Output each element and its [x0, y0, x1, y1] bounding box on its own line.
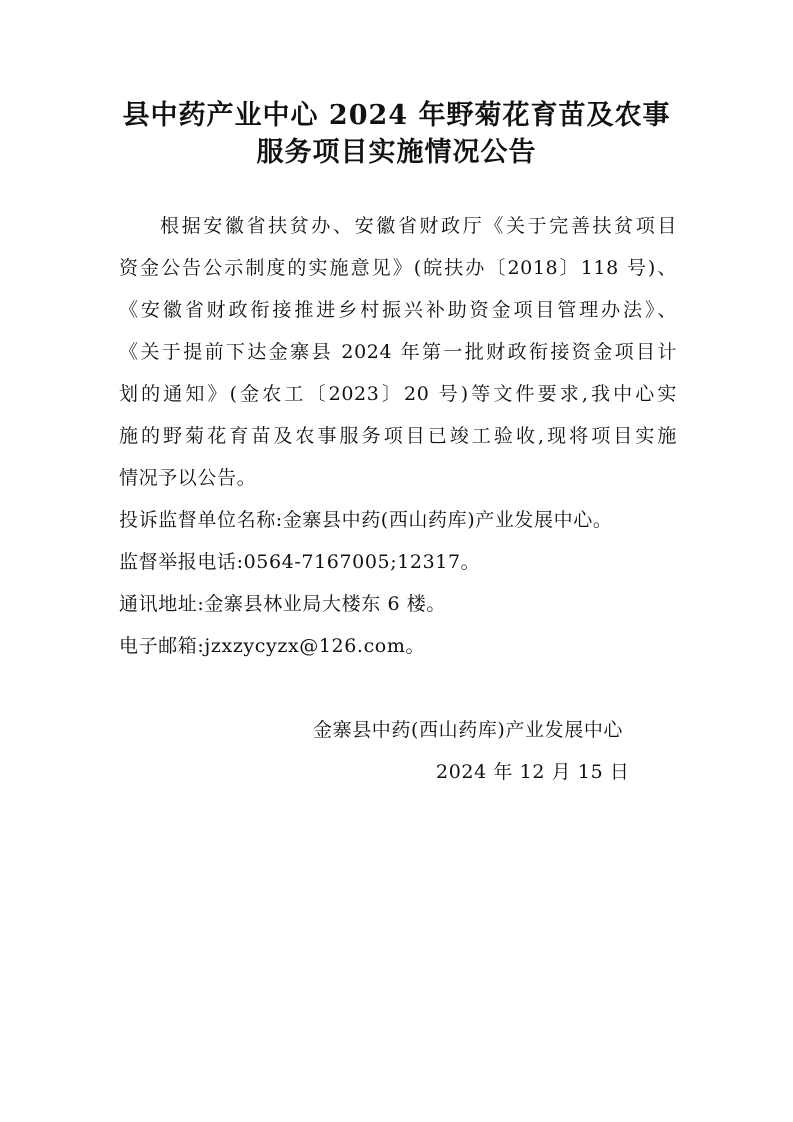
body-paragraph-line: 情况予以公告。 — [119, 467, 257, 489]
document-title-line-2: 服务项目实施情况公告 — [256, 137, 537, 168]
document-title-line-1: 县中药产业中心 2024 年野菊花育苗及农事 — [122, 100, 671, 131]
body-paragraph-line: 《关于提前下达金寨县 2024 年第一批财政衔接资金项目计 — [119, 341, 677, 363]
report-phone: 监督举报电话:0564-7167005;12317。 — [119, 551, 481, 573]
signature-organization: 金寨县中药(西山药库)产业发展中心 — [313, 719, 624, 741]
body-paragraph-line: 划的通知》(金农工〔2023〕20 号)等文件要求,我中心实 — [119, 383, 677, 405]
body-paragraph-line: 资金公告公示制度的实施意见》(皖扶办〔2018〕118 号)、 — [119, 257, 677, 279]
email-address: 电子邮箱:jzxzycyzx@126.com。 — [119, 635, 426, 657]
body-paragraph-line: 施的野菊花育苗及农事服务项目已竣工验收,现将项目实施 — [119, 425, 677, 447]
mailing-address: 通讯地址:金寨县林业局大楼东 6 楼。 — [119, 593, 446, 615]
supervisor-unit: 投诉监督单位名称:金寨县中药(西山药库)产业发展中心。 — [119, 509, 613, 531]
body-paragraph-line: 《安徽省财政衔接推进乡村振兴补助资金项目管理办法》、 — [119, 299, 677, 321]
body-paragraph-line: 根据安徽省扶贫办、安徽省财政厅《关于完善扶贫项目 — [160, 215, 677, 237]
signature-date: 2024 年 12 月 15 日 — [436, 761, 630, 783]
